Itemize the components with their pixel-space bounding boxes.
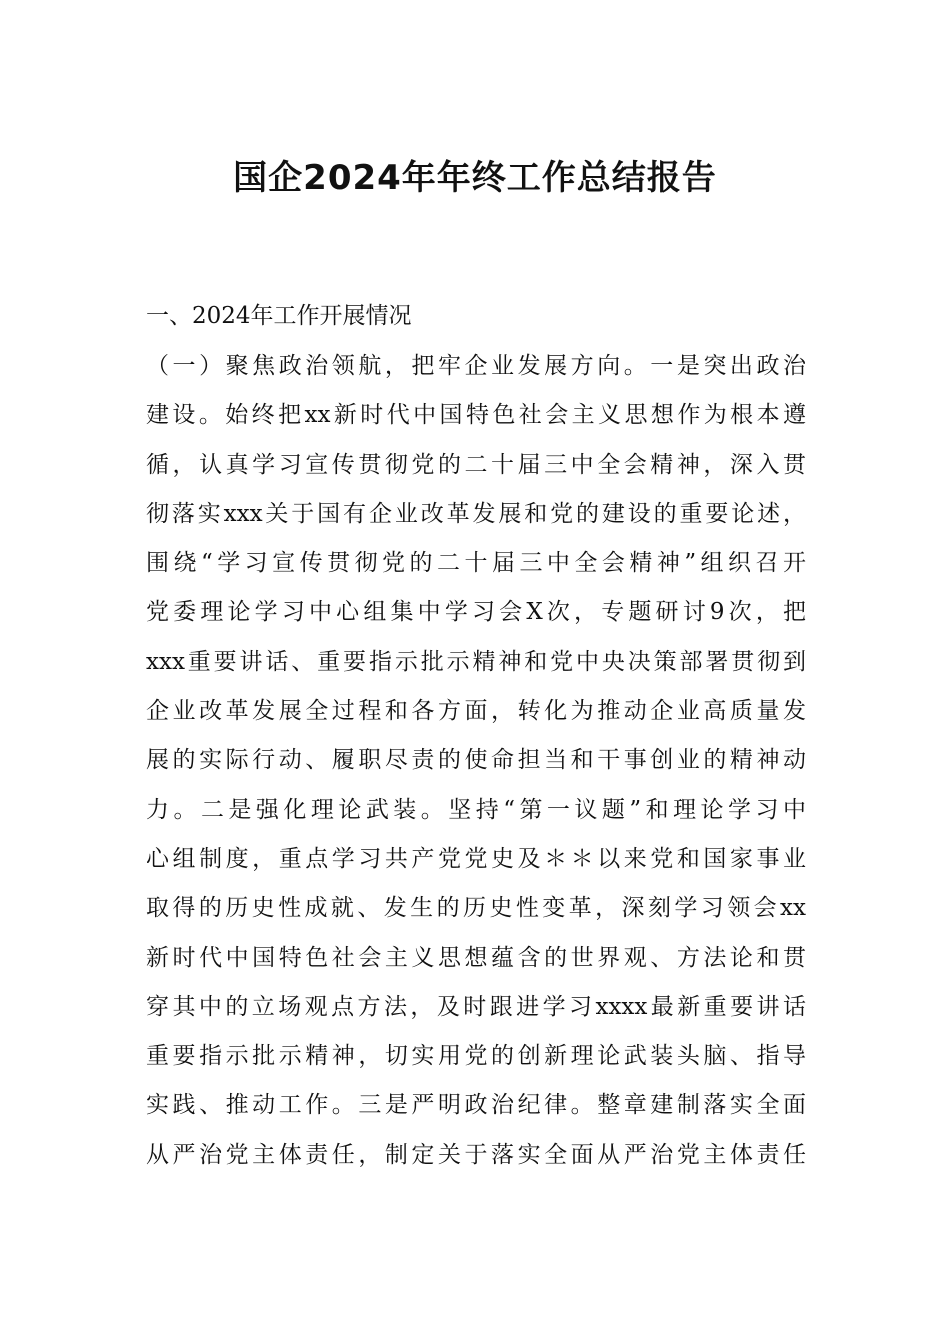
body-paragraph bbox=[146, 342, 806, 1180]
body-line: 取得的历史性成就、发生的历史性变革，深刻学习领会xx bbox=[146, 895, 806, 922]
body-line: 展的实际行动、履职尽责的使命担当和干事创业的精神动 bbox=[146, 747, 806, 774]
body-line: 从严治党主体责任，制定关于落实全面从严治党主体责任 bbox=[146, 1141, 806, 1168]
body-line: 围绕“学习宣传贯彻党的二十届三中全会精神”组织召开 bbox=[146, 550, 806, 577]
body-line: 企业改革发展全过程和各方面，转化为推动企业高质量发 bbox=[146, 698, 806, 725]
body-line: 彻落实xxx关于国有企业改革发展和党的建设的重要论述， bbox=[146, 500, 806, 527]
body-line: （一）聚焦政治领航，把牢企业发展方向。一是突出政治 bbox=[146, 353, 806, 379]
body-line: 党委理论学习中心组集中学习会X次，专题研讨9次，把 bbox=[146, 599, 806, 626]
body-line: 重要指示批示精神，切实用党的创新理论武装头脑、指导 bbox=[146, 1043, 806, 1070]
body-line: 心组制度，重点学习共产党党史及＊＊以来党和国家事业 bbox=[146, 845, 806, 872]
body-line: xxx重要讲话、重要指示批示精神和党中央决策部署贯彻到 bbox=[146, 648, 806, 675]
body-line: 穿其中的立场观点方法，及时跟进学习xxxx最新重要讲话 bbox=[146, 993, 806, 1020]
body-line: 力。二是强化理论武装。坚持“第一议题”和理论学习中 bbox=[146, 796, 806, 823]
document-title: 国企2024年年终工作总结报告 bbox=[233, 158, 717, 198]
body-line: 实践、推动工作。三是严明政治纪律。整章建制落实全面 bbox=[146, 1092, 806, 1119]
body-line: 建设。始终把xx新时代中国特色社会主义思想作为根本遵 bbox=[146, 402, 806, 429]
section-heading: 一、2024年工作开展情况 bbox=[146, 303, 412, 329]
body-line: 新时代中国特色社会主义思想蕴含的世界观、方法论和贯 bbox=[146, 944, 806, 971]
body-line: 循，认真学习宣传贯彻党的二十届三中全会精神，深入贯 bbox=[146, 451, 806, 478]
